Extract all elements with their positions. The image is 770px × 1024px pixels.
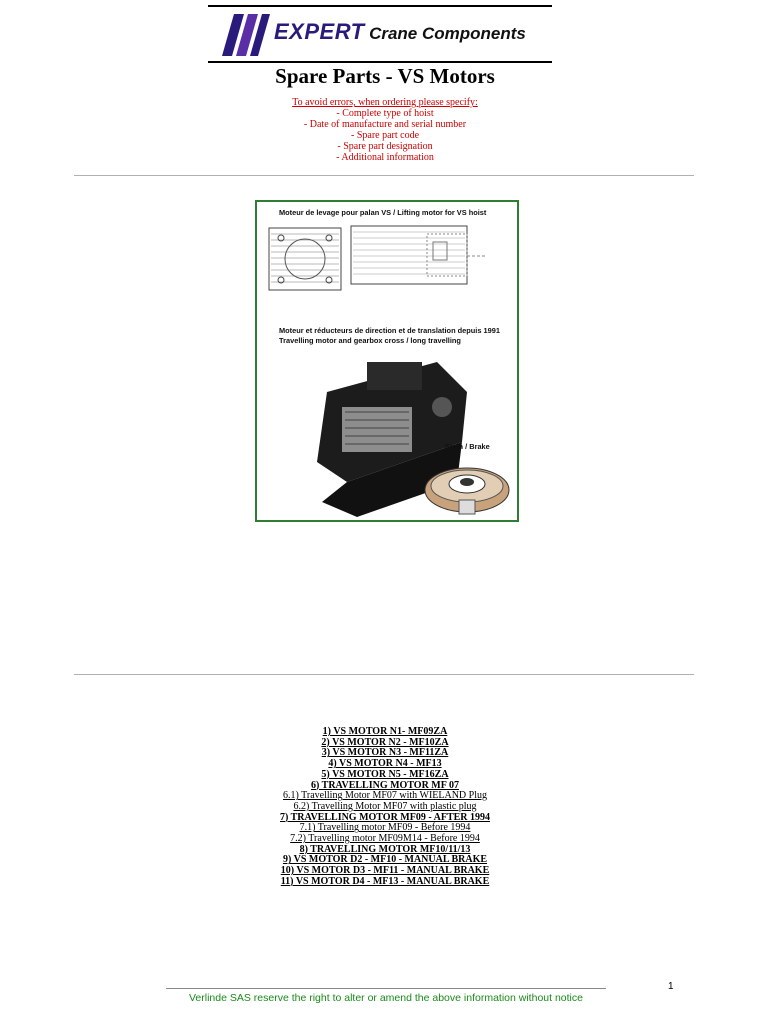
company-logo xyxy=(208,5,552,63)
toc-link[interactable]: 7) TRAVELLING MOTOR MF09 - AFTER 1994 xyxy=(279,811,491,823)
toc-link[interactable]: 6.1) Travelling Motor MF07 with WIELAND Plug xyxy=(283,790,487,802)
instruction-item: - Spare part code xyxy=(350,130,420,141)
instructions-heading: To avoid errors, when ordering please specify: xyxy=(292,97,478,108)
ordering-instructions xyxy=(0,97,770,163)
page-title: Spare Parts - VS Motors xyxy=(275,64,495,88)
instruction-item: - Complete type of hoist xyxy=(336,108,434,119)
caption-travel-en: Travelling motor and gearbox cross / long travelling xyxy=(279,336,461,345)
instruction-item: - Date of manufacture and serial number xyxy=(303,119,467,130)
toc-link[interactable]: 5) VS MOTOR N5 - MF16ZA xyxy=(321,768,449,780)
motor-figure xyxy=(255,200,519,522)
logo-wordmark xyxy=(274,19,526,45)
lifting-motor-drawing xyxy=(257,220,517,310)
caption-lifting-motor: Moteur de levage pour palan VS / Lifting motor for VS hoist xyxy=(279,208,487,217)
toc-link[interactable]: 8) TRAVELLING MOTOR MF10/11/13 xyxy=(299,843,471,855)
caption-brake: Frein / Brake xyxy=(445,442,490,451)
footer-disclaimer: Verlinde SAS reserve the right to alter or amend the above information without notice xyxy=(189,992,583,1004)
caption-travel-fr: Moteur et réducteurs de direction et de translation depuis 1991 xyxy=(279,326,500,335)
page-number: 1 xyxy=(668,981,674,992)
instruction-item: - Spare part designation xyxy=(337,141,433,152)
toc-link[interactable]: 7.1) Travelling motor MF09 - Before 1994 xyxy=(299,822,471,834)
toc-link[interactable]: 4) VS MOTOR N4 - MF13 xyxy=(328,758,442,770)
table-of-contents xyxy=(0,727,770,888)
toc-link[interactable]: 11) VS MOTOR D4 - MF13 - MANUAL BRAKE xyxy=(280,875,490,887)
toc-link[interactable]: 9) VS MOTOR D2 - MF10 - MANUAL BRAKE xyxy=(282,854,488,866)
toc-link[interactable]: 6.2) Travelling Motor MF07 with plastic plug xyxy=(293,800,477,812)
toc-link[interactable]: 6) TRAVELLING MOTOR MF 07 xyxy=(311,779,459,791)
toc-link[interactable]: 10) VS MOTOR D3 - MF11 - MANUAL BRAKE xyxy=(280,865,490,877)
toc-link[interactable]: 1) VS MOTOR N1- MF09ZA xyxy=(322,726,448,737)
instruction-item: - Additional information xyxy=(336,152,434,163)
footer-divider xyxy=(166,988,606,989)
divider xyxy=(74,175,694,176)
logo-stripes-icon xyxy=(220,10,272,60)
divider xyxy=(74,674,694,675)
logo-brand: EXPERT xyxy=(274,19,365,44)
toc-link[interactable]: 2) VS MOTOR N2 - MF10ZA xyxy=(321,736,449,748)
logo-brand-rest: Crane Components xyxy=(369,24,526,43)
toc-link[interactable]: 3) VS MOTOR N3 - MF11ZA xyxy=(321,747,449,759)
toc-link[interactable]: 7.2) Travelling motor MF09M14 - Before 1994 xyxy=(290,833,480,845)
brake-drawing xyxy=(417,452,517,522)
